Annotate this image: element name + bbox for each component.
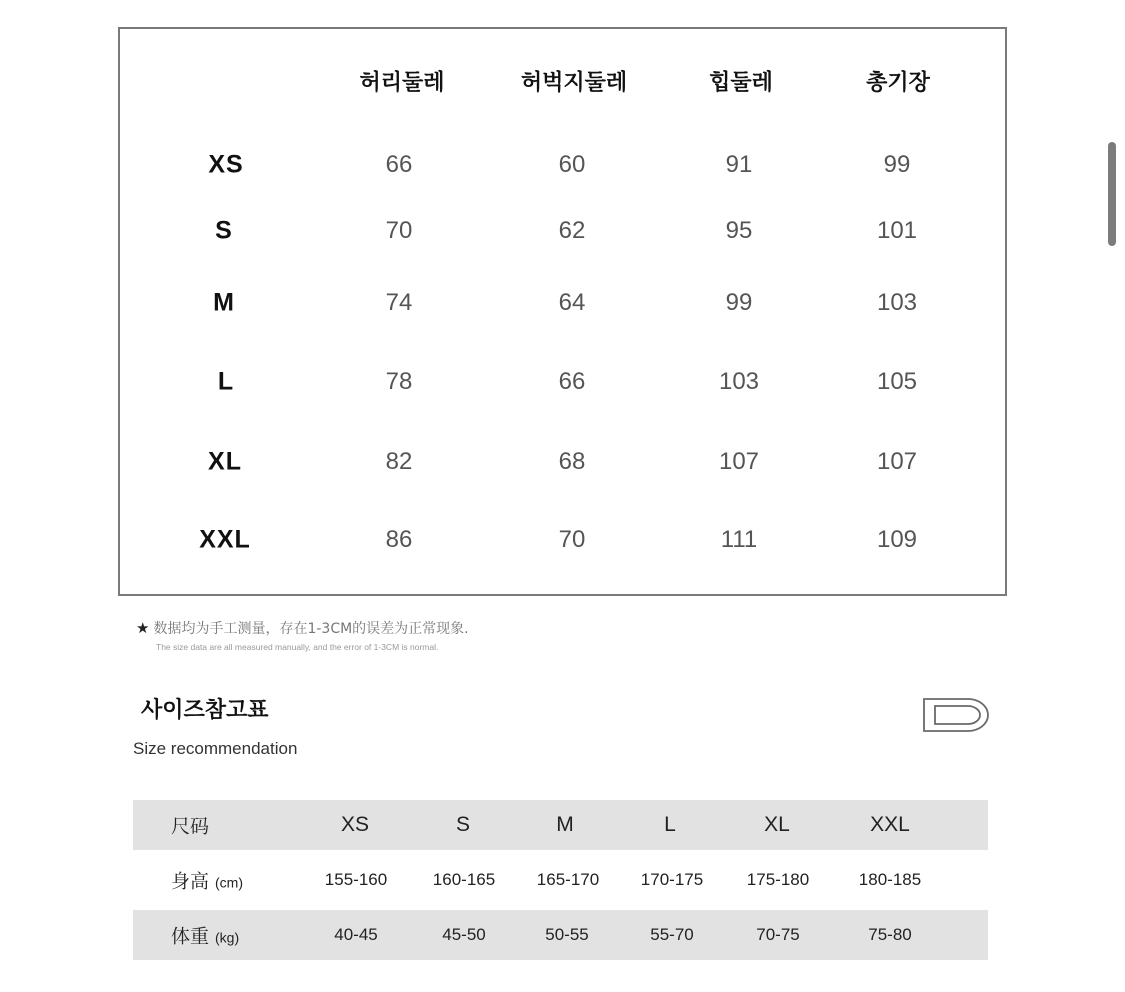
- cell-waist: 86: [385, 526, 413, 553]
- cell-length: 103: [876, 289, 918, 316]
- recommendation-title: 사이즈참고표: [141, 698, 269, 723]
- table-row-weight: [133, 910, 988, 960]
- cell: 170-175: [640, 870, 704, 889]
- cell-length: 107: [876, 448, 918, 475]
- vertical-scrollbar[interactable]: [1108, 142, 1116, 246]
- star-icon: ★: [136, 619, 150, 637]
- cell-thigh: 60: [558, 151, 586, 178]
- cell: 40-45: [334, 925, 378, 944]
- cell: XXL: [870, 813, 910, 836]
- note-english: The size data are all measured manually, and the error of 1-3CM is normal.: [156, 642, 439, 652]
- row-size-label: L: [217, 367, 235, 396]
- cell-hip: 95: [725, 217, 753, 244]
- cell-hip: 91: [725, 151, 753, 178]
- cell: L: [664, 813, 676, 836]
- header-length: 총기장: [866, 70, 930, 96]
- header-waist: 허리둘레: [359, 70, 445, 96]
- cell-waist: 78: [385, 368, 413, 395]
- cell-waist: 66: [385, 151, 413, 178]
- cell-waist: 82: [385, 448, 413, 475]
- cell: 50-55: [545, 925, 589, 944]
- cell-thigh: 62: [558, 217, 586, 244]
- row-size-label: XL: [208, 447, 242, 476]
- cell-length: 101: [876, 217, 918, 244]
- cell-thigh: 70: [558, 526, 586, 553]
- cell: M: [556, 813, 574, 836]
- cell: 155-160: [324, 870, 388, 889]
- cell-length: 105: [876, 368, 918, 395]
- cell: 55-70: [650, 925, 694, 944]
- cell-hip: 107: [718, 448, 760, 475]
- cell-thigh: 64: [558, 289, 586, 316]
- table-row-height: [133, 850, 988, 910]
- measurement-table: [118, 27, 1007, 596]
- cell: 175-180: [746, 870, 810, 889]
- recommendation-subtitle: Size recommendation: [133, 739, 298, 758]
- cell: 165-170: [536, 870, 600, 889]
- cell: S: [455, 813, 471, 836]
- cell-hip: 103: [718, 368, 760, 395]
- size-recommendation-table: [133, 800, 988, 960]
- measurement-note: [136, 618, 469, 652]
- cell-thigh: 66: [558, 368, 586, 395]
- table-row-size: [133, 800, 988, 850]
- cell-length: 109: [876, 526, 918, 553]
- cell: 70-75: [756, 925, 800, 944]
- row-label: 身高 (cm): [171, 870, 244, 893]
- row-label: 尺码: [171, 815, 210, 838]
- cell: 45-50: [442, 925, 486, 944]
- row-label: 体重 (kg): [171, 925, 240, 948]
- cell: XL: [764, 813, 790, 836]
- note-chinese: 数据均为手工测量，存在1-3CM的误差为正常现象.: [153, 621, 469, 637]
- cell: XS: [340, 813, 370, 836]
- cell-waist: 70: [385, 217, 413, 244]
- cell-length: 99: [883, 151, 911, 178]
- header-thigh: 허벅지둘레: [520, 70, 628, 96]
- row-size-label: XS: [208, 150, 244, 179]
- cell: 75-80: [868, 925, 912, 944]
- cell: 160-165: [432, 870, 496, 889]
- header-hip: 힙둘레: [709, 70, 773, 96]
- row-size-label: S: [215, 216, 233, 245]
- cell-hip: 111: [720, 526, 758, 553]
- cell: 180-185: [858, 870, 922, 889]
- d-outline-icon: [922, 697, 990, 733]
- row-size-label: M: [213, 288, 235, 317]
- cell-thigh: 68: [558, 448, 586, 475]
- cell-hip: 99: [725, 289, 753, 316]
- row-size-label: XXL: [199, 525, 251, 554]
- cell-waist: 74: [385, 289, 413, 316]
